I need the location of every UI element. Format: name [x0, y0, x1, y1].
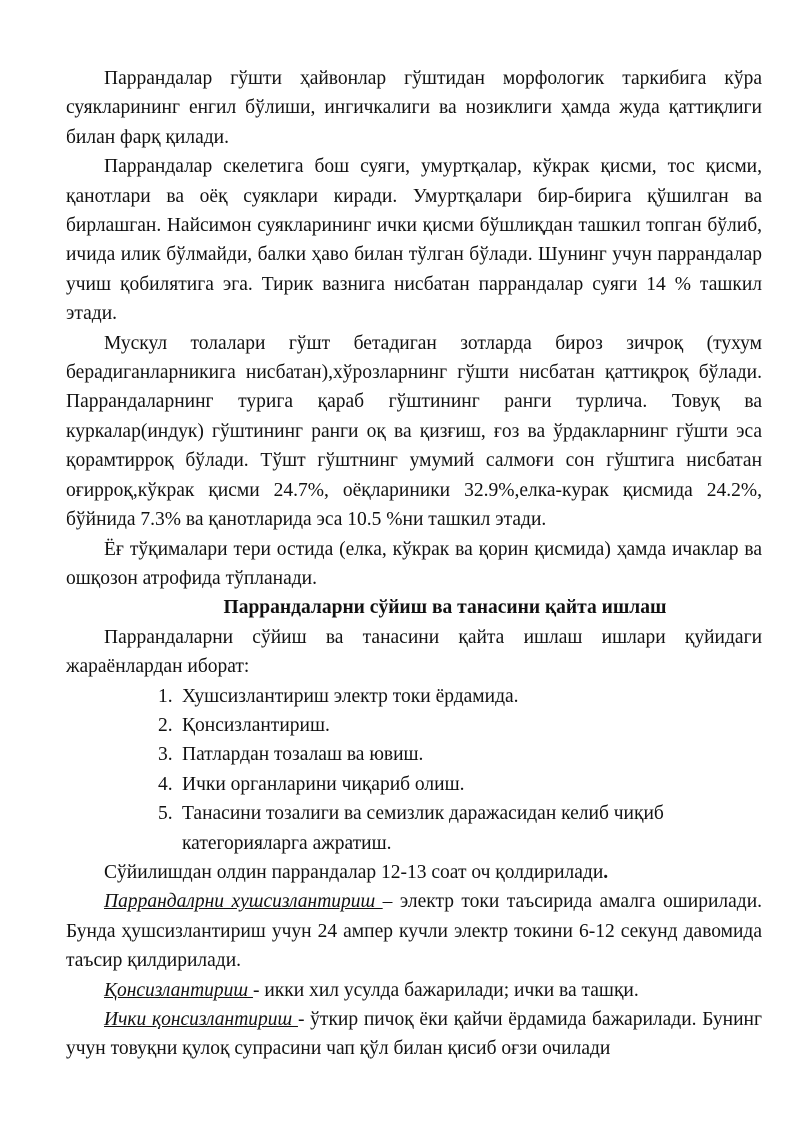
- list-item-text: Ички органларини чиқариб олиш.: [182, 773, 465, 795]
- list-item-number: 4.: [158, 773, 173, 795]
- internal-bleeding-text: - ўткир пичоқ ёки қайчи ёрдамида бажарилади. Бунинг учун товуқни қулоқ супрасини чап қўл билан қисиб оғзи очилади: [66, 1009, 762, 1060]
- list-item-text: Қонсизлантириш.: [182, 714, 330, 736]
- paragraph-bleeding: [66, 976, 762, 1005]
- paragraph-bone-structure: Паррандалар гўшти ҳайвонлар гўштидан морфологик таркибига кўра суякларининг енгил бўлиши, ингичкалиги ва нозиклиги ҳамда жуда қаттиқлиги билан фарқ қилади.: [66, 68, 762, 148]
- list-item: [158, 682, 762, 711]
- section-title: Паррандаларни сўйиш ва танасини қайта ишлаш: [223, 597, 667, 619]
- paragraph-process-intro: Паррандаларни сўйиш ва танасини қайта ишлаш ишлари қуйидаги жараёнлардан иборат:: [66, 626, 762, 678]
- list-item-number: 1.: [158, 685, 173, 707]
- list-item-number: 3.: [158, 744, 173, 766]
- list-item-number: 5.: [158, 803, 173, 825]
- paragraph-fasting: [66, 858, 762, 887]
- fasting-text: Сўйилишдан олдин паррандалар 12-13 соат оч қолдирилади: [104, 861, 604, 883]
- paragraph-fat-tissue: Ёғ тўқималари тери остида (елка, кўкрак ва қорин қисмида) ҳамда ичаклар ва ошқозон атрофида тўпланади.: [66, 538, 762, 589]
- list-item-number: 2.: [158, 714, 173, 736]
- process-steps-list: [66, 682, 762, 858]
- paragraph-internal-bleeding: [66, 1005, 762, 1064]
- term-internal-bleeding: Ички қонсизлантириш: [104, 1009, 298, 1030]
- paragraph-stunning: [66, 887, 762, 975]
- list-item: [158, 799, 762, 858]
- list-item-text: Патлардан тозалаш ва ювиш.: [182, 744, 424, 766]
- list-item-text: Хушсизлантириш электр токи ёрдамида.: [182, 685, 519, 707]
- list-item-text: Танасини тозалиги ва семизлик даражасидан келиб чиқиб категорияларга ажратиш.: [182, 803, 664, 854]
- term-stunning: Паррандалрни хушсизлантириш: [104, 891, 383, 913]
- bleeding-text: - икки хил усулда бажарилади; ички ва ташқи.: [253, 979, 639, 1001]
- stunning-text: – электр токи таъсирида амалга оширилади. Бунда ҳушсизлантириш учун 24 ампер кучли электр токини 6-12 секунд давомида таъсир қилдирилади.: [66, 891, 763, 972]
- paragraph-muscle-fibers: Мускул толалари гўшт бетадиган зотларда бироз зичроқ (тухум берадиганларникига нисбатан),хўрозларнинг гўшти нисбатан қаттиқроқ бўлади. Паррандаларнинг турига қараб гўштининг ранги турлича. Товуқ ва куркалар(индук) гўштининг ранги оқ ва қизғиш, ғоз ва ўрдакларнинг гўшти эса қорамтирроқ бўлади. Тўшт гўштнинг умумий салмоғи сон гўштига нисбатан оғирроқ,кўкрак қисми 24.7%, оёқлариники 32.9%,елка-курак қисмида 24.2%, бўйнида 7.3% ва қанотларида эса 10.5 %ни ташкил этади.: [66, 332, 762, 531]
- list-item: [158, 770, 762, 799]
- list-item: [158, 711, 762, 740]
- list-item: [158, 740, 762, 769]
- term-bleeding: Қонсизлантириш: [104, 979, 253, 1001]
- paragraph-skeleton: Паррандалар скелетига бош суяги, умуртқалар, кўкрак қисми, тос қисми, қанотлари ва оёқ суяклари киради. Умуртқалари бир-бирига қўшилган ва бирлашган. Найсимон суякларининг ички қисми бўшлиқдан ташкил топган бўлиб, ичида илик бўлмайди, балки ҳаво билан тўлган бўлади. Шунинг учун паррандалар учиш қобилятига эга. Тирик вазнига нисбатан паррандалар суяги 14 % ташкил этади.: [66, 156, 762, 325]
- fasting-period: .: [603, 861, 609, 883]
